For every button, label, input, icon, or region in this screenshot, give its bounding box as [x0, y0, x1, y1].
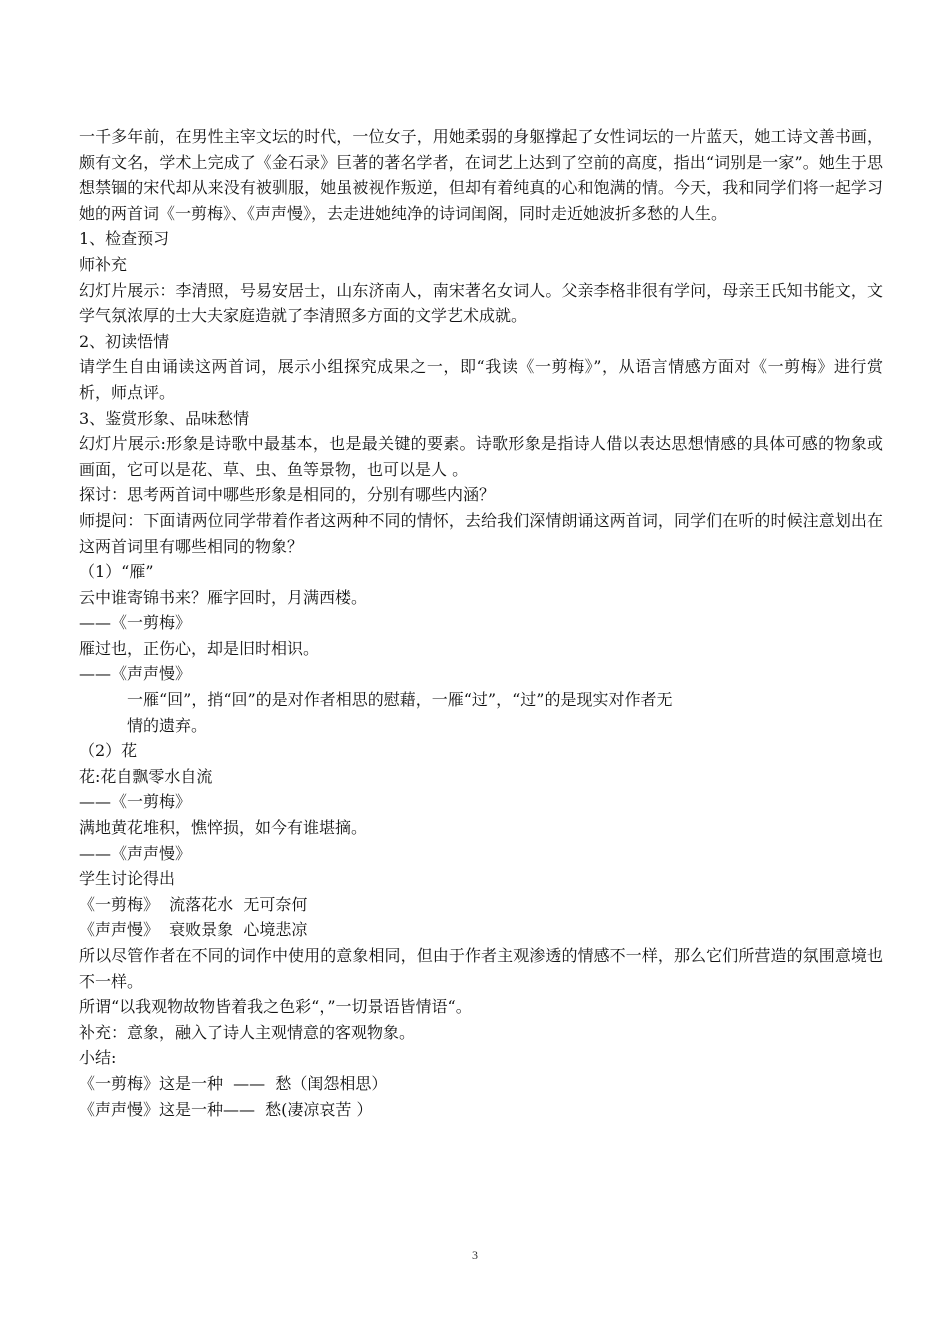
- conclusion-paragraph: 所以尽管作者在不同的词作中使用的意象相同，但由于作者主观渗透的情感不一样，那么它们所营造的氛围意境也不一样。: [79, 946, 883, 991]
- quote-line: 花:花自飘零水自流: [79, 766, 213, 786]
- section-heading-first-reading: 2、初读悟情: [79, 331, 170, 351]
- intro-paragraph: 一千多年前，在男性主宰文坛的时代，一位女子，用她柔弱的身躯撑起了女性词坛的一片蓝天，她工诗文善书画，颇有文名，学术上完成了《金石录》巨著的著名学者，在词艺上达到了空前的高度，指出“词别是一家”。她生于思想禁锢的宋代却从来没有被驯服，她虽被视作叛逆，但却有着纯真的心和饱满的情。今天，我和同学们将一起学习她的两首词《一剪梅》、《声声慢》，去走进她纯净的诗词闺阁，同时走近她波折多愁的人生。: [79, 127, 883, 223]
- quote-source: ——《一剪梅》: [79, 613, 192, 633]
- quote-line: 满地黄花堆积，憔悴损，如今有谁堪摘。: [79, 818, 368, 838]
- subheading-flower: （2）花: [79, 741, 138, 761]
- first-reading-paragraph: 请学生自由诵读这两首词，展示小组探究成果之一，即“我读《一剪梅》”，从语言情感方面对《一剪梅》进行赏析，师点评。: [79, 357, 883, 402]
- document-body: [79, 124, 883, 1122]
- slide-imagery-definition: 幻灯片展示:形象是诗歌中最基本，也是最关键的要素。诗歌形象是指诗人借以表达思想情感的具体可感的物象或画面，它可以是花、草、虫、鱼等景物，也可以是人 。: [79, 434, 883, 479]
- quote-remark: 所谓“以我观物故物皆着我之色彩“，”一切景语皆情语“。: [79, 997, 472, 1017]
- slide-author-intro: 幻灯片展示：李清照，号易安居士，山东济南人，南宋著名女词人。父亲李格非很有学问，母亲王氏知书能文，文学气氛浓厚的士大夫家庭造就了李清照多方面的文学艺术成就。: [79, 280, 883, 326]
- discussion-heading: 学生讨论得出: [79, 869, 176, 889]
- teacher-question-paragraph: 师提问：下面请两位同学带着作者这两种不同的情怀，去给我们深情朗诵这两首词，同学们在听的时候注意划出在这两首词里有哪些相同的物象？: [79, 510, 883, 556]
- section-heading-preview: 1、检查预习: [79, 229, 170, 249]
- summary-heading: 小结:: [79, 1048, 117, 1068]
- quote-line: 云中谁寄锦书来？雁字回时，月满西楼。: [79, 587, 368, 607]
- supplement-note: 补充：意象，融入了诗人主观情意的客观物象。: [79, 1022, 416, 1042]
- page-number: 3: [472, 1248, 478, 1262]
- discussion-result: 《声声慢》 衰败景象 心境悲凉: [79, 920, 308, 940]
- quote-source: ——《声声慢》: [79, 843, 192, 863]
- quote-line: 雁过也，正伤心，却是旧时相识。: [79, 638, 320, 658]
- goose-analysis-line-1: 一雁“回”，捎“回”的是对作者相思的慰藉，一雁“过”，“过”的是现实对作者无: [127, 690, 673, 710]
- summary-item: 《声声慢》这是一种—— 愁(凄凉哀苦 ）: [79, 1099, 373, 1119]
- quote-source: ——《声声慢》: [79, 664, 192, 684]
- summary-item: 《一剪梅》这是一种 —— 愁（闺怨相思）: [79, 1073, 388, 1093]
- subheading-wild-goose: （1）“雁”: [79, 562, 154, 582]
- quote-source: ——《一剪梅》: [79, 792, 192, 812]
- explore-question: 探讨：思考两首词中哪些形象是相同的，分别有哪些内涵？: [79, 485, 496, 505]
- goose-analysis-line-2: 情的遗弃。: [127, 715, 208, 735]
- discussion-result: 《一剪梅》 流落花水 无可奈何: [79, 894, 308, 914]
- teacher-supplement-label: 师补充: [79, 254, 128, 274]
- section-heading-imagery: 3、鉴赏形象、品味愁情: [79, 408, 250, 428]
